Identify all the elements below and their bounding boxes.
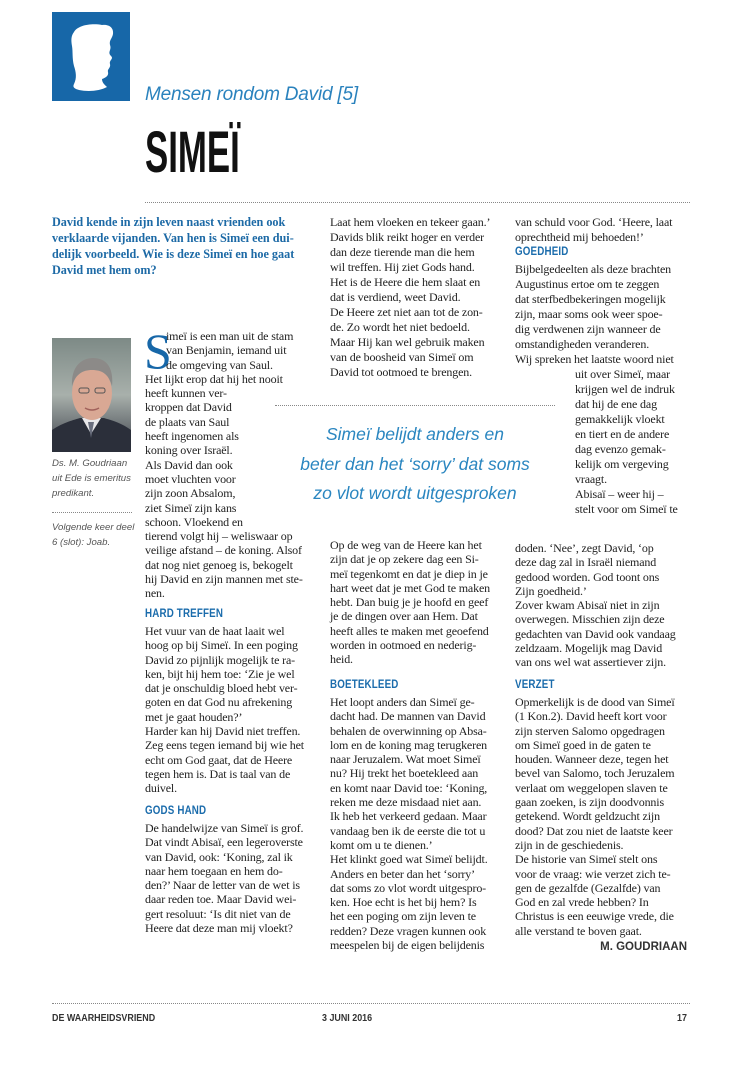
article-title: SIMEÏ bbox=[145, 120, 240, 185]
text-line: Bijbelgedeelten als deze brachten bbox=[515, 262, 671, 276]
section-heading-hard-treffen: HARD TREFFEN bbox=[145, 608, 224, 620]
text-line: reken me deze misdaad niet aan. bbox=[330, 795, 482, 810]
section-heading-verzet: VERZET bbox=[515, 679, 555, 691]
text-line: de omgeving van Saul. bbox=[166, 357, 273, 372]
section-heading-gods-hand: GODS HAND bbox=[145, 805, 207, 817]
text-line: nen. bbox=[145, 586, 165, 601]
text-line: heeft alles te maken met geoefend bbox=[330, 623, 489, 638]
text-line: krijgen wel de indruk bbox=[575, 382, 675, 396]
body-paragraph bbox=[330, 695, 510, 952]
text-line: zijn dat je op zekere dag een Si- bbox=[330, 552, 479, 567]
text-line: dat nog niet genoeg is, bekogelt bbox=[145, 557, 293, 572]
text-line: God en zal vrede hebben? In bbox=[515, 895, 649, 910]
drop-cap: S bbox=[144, 323, 172, 379]
text-line: Ik heb het verkeerd gedaan. Maar bbox=[330, 809, 487, 824]
text-line: voor de vraag: wie verzet zich te- bbox=[515, 866, 671, 881]
text-line: worden in ootmoed en nederig- bbox=[330, 638, 477, 653]
text-line: ziet Simeï zijn kans bbox=[145, 500, 237, 515]
text-line: behalen de overwinning op Absa- bbox=[330, 723, 487, 738]
text-line: zijn zoon Absalom, bbox=[145, 486, 236, 501]
text-line: (1 Kon.2). David heeft kort voor bbox=[515, 709, 667, 724]
text-line: en komt naar David toe: ‘Koning, bbox=[330, 780, 488, 795]
text-line: de. Zo wordt het niet bedoeld. bbox=[330, 320, 470, 334]
section-heading-boetekleed: BOETEKLEED bbox=[330, 679, 399, 691]
intro-line: delijk voorbeeld. Wie is deze Simeï en hoe gaat bbox=[52, 247, 295, 261]
text-line: Zover kwam Abisaï niet in zijn bbox=[515, 598, 660, 613]
text-line: zijn in de geschiedenis. bbox=[515, 837, 624, 852]
section-heading-goedheid: GOEDHEID bbox=[515, 246, 569, 258]
next-line: Volgende keer deel bbox=[52, 522, 135, 533]
text-line: deze dag zal in Israël niemand bbox=[515, 555, 657, 570]
text-line: komt om u te dienen.’ bbox=[330, 837, 433, 852]
text-line: vraagt. bbox=[575, 472, 607, 486]
text-line: om Simeï goed in de gaten te bbox=[515, 737, 651, 752]
text-line: Het is de Heere die hem slaat en bbox=[330, 275, 481, 289]
text-line: gemakkelijk vloekt bbox=[575, 412, 665, 426]
text-line: hart weet dat je met God te maken bbox=[330, 580, 490, 595]
text-line: gedachten van David ook vandaag bbox=[515, 626, 676, 641]
body-paragraph bbox=[330, 538, 510, 667]
text-line: hoog op bij Simeï. In een poging bbox=[145, 638, 298, 653]
text-line: Davids blik reikt hoger en verder bbox=[330, 230, 484, 244]
series-subtitle: Mensen rondom David [5] bbox=[145, 84, 358, 105]
body-paragraph bbox=[515, 541, 695, 670]
text-line: van de boosheid van Simeï om bbox=[330, 350, 474, 364]
text-line: lom en de koning mag terugkeren bbox=[330, 737, 487, 752]
text-line: David zo pijnlijk mogelijk te ra- bbox=[145, 652, 296, 667]
caption-line: predikant. bbox=[52, 488, 95, 499]
text-line: koning over Israël. bbox=[145, 443, 233, 458]
caption-line: Ds. M. Goudriaan bbox=[52, 458, 128, 469]
text-line: Heere dat deze man mij vloekt? bbox=[145, 921, 293, 936]
text-line: tegen hem is. Dat is taal van de bbox=[145, 766, 291, 781]
text-line: nu? Hij trekt het boetekleed aan bbox=[330, 766, 479, 781]
text-line: uit over Simeï, maar bbox=[575, 367, 670, 381]
series-logo-head-silhouette-icon bbox=[52, 12, 130, 101]
text-line: Harder kan hij David niet treffen. bbox=[145, 724, 301, 739]
pull-quote bbox=[270, 420, 560, 509]
body-paragraph bbox=[330, 215, 510, 380]
text-line: omstandigheden veranderen. bbox=[515, 337, 650, 351]
text-line: hebt. Dan buig je je hoofd en geef bbox=[330, 595, 489, 610]
text-line: Zeg eens tegen iemand bij wie het bbox=[145, 738, 304, 753]
text-line: gen de gezalfde (Gezalfde) van bbox=[515, 880, 661, 895]
text-line: dat hij de ene dag bbox=[575, 397, 657, 411]
text-line: van schuld voor God. ‘Heere, laat bbox=[515, 215, 673, 229]
intro-line: verklaarde vijanden. Van hen is Simeï een dui- bbox=[52, 231, 294, 245]
pull-quote-line: Simeï belijdt anders en bbox=[325, 424, 505, 444]
text-line: echt om God gaat, dat de Heere bbox=[145, 752, 293, 767]
text-line: zijn, maar soms ook weer spoe- bbox=[515, 307, 663, 321]
text-line: ken, bijt hij hem toe: ‘Zie je wel bbox=[145, 666, 295, 681]
text-line: dat je onschuldig bloed hebt ver- bbox=[145, 681, 298, 696]
text-line: David tot ootmoed te brengen. bbox=[330, 365, 472, 379]
text-line: Dat vindt Abisaï, een legeroverste bbox=[145, 835, 303, 850]
footer-page-number: 17 bbox=[677, 1012, 687, 1024]
body-paragraph bbox=[515, 695, 695, 938]
text-line: van ons wel wat assertiever zijn. bbox=[515, 655, 666, 670]
caption-line: uit Ede is emeritus bbox=[52, 473, 131, 484]
text-line: dacht had. De mannen van David bbox=[330, 709, 486, 724]
text-line: stelt voor om Simeï te bbox=[575, 502, 678, 516]
text-line: De historie van Simeï stelt ons bbox=[515, 852, 658, 867]
text-line: Het lijkt erop dat hij het nooit bbox=[145, 371, 283, 386]
text-line: De Heere zet niet aan tot de zon- bbox=[330, 305, 483, 319]
next-line: 6 (slot): Joab. bbox=[52, 537, 111, 548]
text-line: gert resoluut: ‘Is dit niet van de bbox=[145, 906, 291, 921]
intro-lead bbox=[52, 214, 314, 278]
text-line: daar reden toe. Maar David wei- bbox=[145, 892, 297, 907]
text-line: zeldzaam. Mogelijk mag David bbox=[515, 641, 663, 656]
text-line: Wij spreken het laatste woord niet bbox=[515, 352, 674, 366]
title-divider bbox=[145, 202, 690, 203]
pull-quote-line: zo vlot wordt uitgesproken bbox=[313, 483, 517, 503]
text-line: dan deze tierende man die hem bbox=[330, 245, 475, 259]
text-line: het een poging om zijn leven te bbox=[330, 909, 476, 924]
body-paragraph-wrapped bbox=[575, 367, 695, 517]
text-line: dood? Dat zou niet de laatste keer bbox=[515, 823, 673, 838]
text-line: veilige afstand – de koning. Alsof bbox=[145, 543, 302, 558]
text-line: alle verstand te boven gaat. bbox=[515, 923, 642, 938]
text-line: Het loopt anders dan Simeï ge- bbox=[330, 695, 475, 709]
text-line: Als David dan ook bbox=[145, 457, 233, 472]
text-line: kroppen dat David bbox=[145, 400, 232, 415]
text-line: vandaag ben ik de eerste die tot u bbox=[330, 823, 486, 838]
text-line: naar Jeruzalem. Wat moet Simeï bbox=[330, 752, 481, 767]
text-line: tierend volgt hij – weliswaar op bbox=[145, 529, 293, 544]
text-line: met je gaat houden?’ bbox=[145, 709, 243, 724]
text-line: imeï is een man uit de stam bbox=[166, 329, 294, 343]
text-line: gedood worden. God toont ons bbox=[515, 569, 660, 584]
text-line: dag evenzo gemak- bbox=[575, 442, 666, 456]
text-line: Zijn goedheid.’ bbox=[515, 583, 587, 598]
author-caption bbox=[52, 456, 138, 501]
text-line: naar hem toegaan en hem do- bbox=[145, 863, 283, 878]
text-line: Opmerkelijk is de dood van Simeï bbox=[515, 695, 675, 709]
text-line: doden. ‘Nee’, zegt David, ‘op bbox=[515, 541, 654, 555]
text-line: wil treffen. Hij ziet Gods hand. bbox=[330, 260, 475, 274]
text-line: Augustinus ertoe om te zeggen bbox=[515, 277, 660, 291]
text-line: heeft kunnen ver- bbox=[145, 386, 227, 401]
text-line: Abisaï – weer hij – bbox=[575, 487, 664, 501]
text-line: Christus is een eeuwige vrede, die bbox=[515, 909, 674, 924]
author-photo bbox=[52, 338, 131, 452]
text-line: kelijk om vergeving bbox=[575, 457, 669, 471]
text-line: van Benjamin, iemand uit bbox=[166, 343, 287, 358]
text-line: overwegen. Misschien zijn deze bbox=[515, 612, 665, 627]
text-line: de plaats van Saul bbox=[145, 414, 230, 429]
intro-line: David met hem om? bbox=[52, 263, 157, 277]
pull-quote-line: beter dan het ‘sorry’ dat soms bbox=[300, 453, 530, 474]
text-line: dig verdwenen zijn wanneer de bbox=[515, 322, 661, 336]
text-line: van David, ook: ‘Koning, zal ik bbox=[145, 849, 293, 864]
intro-line: David kende in zijn leven naast vrienden ook bbox=[52, 215, 286, 229]
text-line: Maar Hij kan wel gebruik maken bbox=[330, 335, 485, 349]
text-line: je de dingen over aan Hem. Dat bbox=[330, 609, 478, 624]
body-paragraph bbox=[515, 215, 695, 245]
text-line: redden? Deze vragen kunnen ook bbox=[330, 923, 487, 938]
text-line: houden. Wanneer deze, tegen het bbox=[515, 752, 669, 767]
text-line: bevel van Salomo, toch Jeruzalem bbox=[515, 766, 675, 781]
text-line: Het vuur van de haat laait wel bbox=[145, 624, 285, 638]
text-line: den?’ Naar de letter van de wet is bbox=[145, 878, 300, 893]
text-line: meespelen bij de eigen belijdenis bbox=[330, 938, 485, 953]
text-line: hij David en zijn mannen met ste- bbox=[145, 572, 303, 587]
footer-date: 3 JUNI 2016 bbox=[322, 1012, 373, 1024]
footer-divider bbox=[52, 1003, 690, 1004]
text-line: oprechtheid mij behoeden!’ bbox=[515, 230, 644, 244]
text-line: Het klinkt goed wat Simeï belijdt. bbox=[330, 852, 488, 867]
body-paragraph bbox=[145, 624, 325, 796]
text-line: dat is verdiend, weet David. bbox=[330, 290, 461, 304]
text-line: Anders en beter dan het ‘sorry’ bbox=[330, 866, 475, 881]
footer-publication: DE WAARHEIDSVRIEND bbox=[52, 1012, 156, 1024]
text-line: meï tegenkomt en dat je diep in je bbox=[330, 566, 488, 581]
body-paragraph bbox=[145, 821, 325, 935]
text-line: duivel. bbox=[145, 781, 177, 796]
text-line: heeft ingenomen als bbox=[145, 429, 239, 444]
pull-quote-divider bbox=[275, 405, 555, 406]
text-line: De handelwijze van Simeï is grof. bbox=[145, 821, 304, 835]
caption-divider bbox=[52, 512, 132, 513]
text-line: en tiert en de andere bbox=[575, 427, 670, 441]
author-signature: M. GOUDRIAAN bbox=[600, 941, 687, 953]
next-episode-note bbox=[52, 520, 134, 550]
text-line: goten en dat God nu afrekening bbox=[145, 695, 293, 710]
text-line: verlaat om weggelopen slaven te bbox=[515, 780, 668, 795]
text-line: zijn sterven Salomo opgedragen bbox=[515, 723, 665, 738]
text-line: moet vluchten voor bbox=[145, 471, 236, 486]
text-line: heid. bbox=[330, 652, 353, 667]
text-line: dat sterfbedbekeringen mogelijk bbox=[515, 292, 666, 306]
text-line: Laat hem vloeken en tekeer gaan.’ bbox=[330, 215, 491, 229]
text-line: gaan zoeken, is zijn doodvonnis bbox=[515, 795, 664, 810]
body-paragraph bbox=[515, 262, 695, 367]
text-line: Op de weg van de Heere kan het bbox=[330, 538, 482, 552]
text-line: dat soms zo vlot wordt uitgespro- bbox=[330, 880, 487, 895]
text-line: schoon. Vloekend en bbox=[145, 514, 243, 529]
text-line: ken. Hoe echt is het bij hem? Is bbox=[330, 895, 477, 910]
text-line: getekend. Wordt geldzucht zijn bbox=[515, 809, 660, 824]
